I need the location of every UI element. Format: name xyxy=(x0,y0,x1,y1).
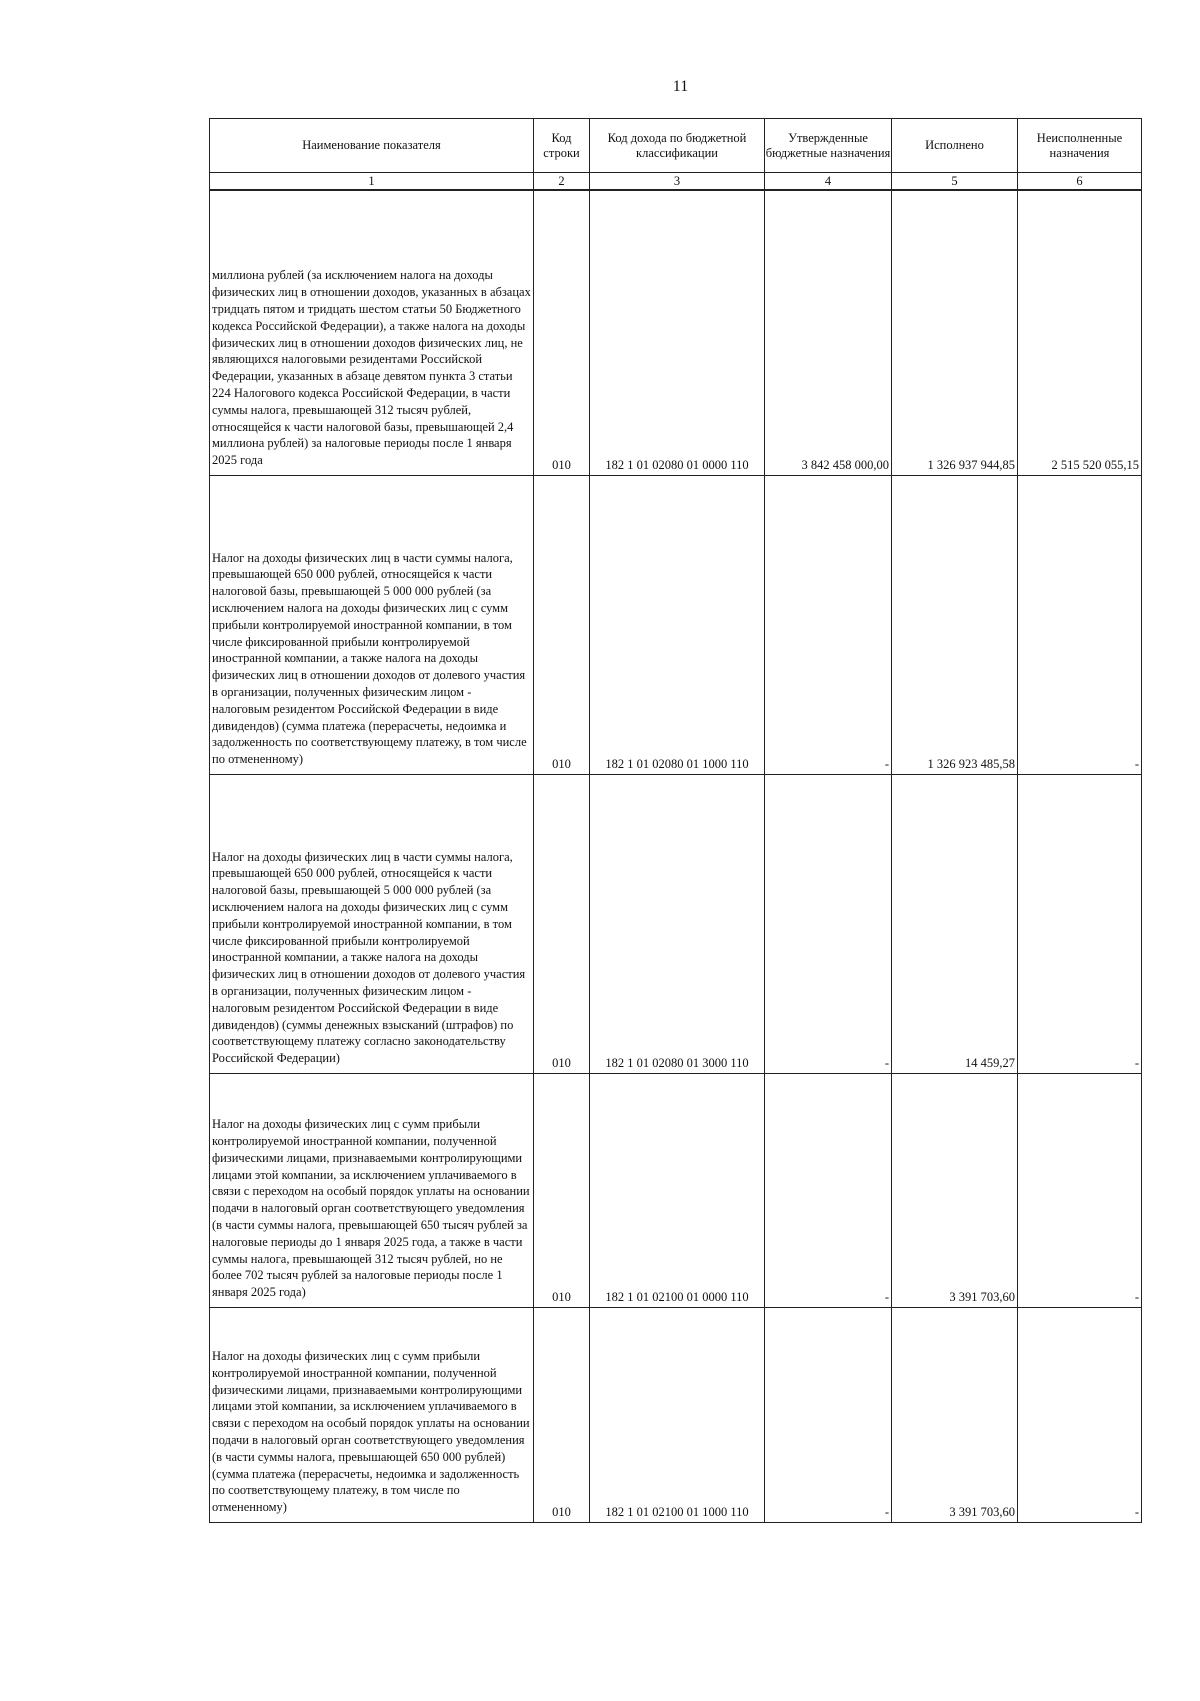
unexecuted-amount: - xyxy=(1018,775,1142,1074)
approved-amount: - xyxy=(765,476,892,775)
classification-code: 182 1 01 02080 01 3000 110 xyxy=(590,775,765,1074)
unexecuted-amount: - xyxy=(1018,476,1142,775)
line-code: 010 xyxy=(534,1308,590,1523)
header-indicator-name: Наименование показателя xyxy=(210,119,534,173)
column-number-row xyxy=(210,173,1142,191)
table-row xyxy=(210,190,1142,476)
column-number: 6 xyxy=(1018,173,1142,191)
classification-code: 182 1 01 02100 01 0000 110 xyxy=(590,1074,765,1308)
line-code: 010 xyxy=(534,190,590,476)
indicator-name: Налог на доходы физических лиц с сумм прибыли контролируемой иностранной компании, полученной физическими лицами, признаваемыми контролирующими лицами этой компании, за исключением уплачиваемого в связи с переходом на особый порядок уплаты на основании подачи в налоговый орган соответствующего уведомления (в части суммы налога, превышающей 650 тысяч рублей за налоговые периоды до 1 января 2025 года, а также в части суммы налога, превышающей 312 тысяч рублей, но не более 702 тысяч рублей за налоговые периоды после 1 января 2025 года) xyxy=(210,1074,534,1308)
page-number: 11 xyxy=(672,78,689,95)
column-number: 4 xyxy=(765,173,892,191)
header-approved: Утвержденные бюджетные назначения xyxy=(765,119,892,173)
table-row xyxy=(210,775,1142,1074)
table-row xyxy=(210,1308,1142,1523)
header-unexecuted: Неисполненные назначения xyxy=(1018,119,1142,173)
indicator-name: Налог на доходы физических лиц с сумм прибыли контролируемой иностранной компании, полученной физическими лицами, признаваемыми контролирующими лицами этой компании, за исключением уплачиваемого в связи с переходом на особый порядок уплаты на основании подачи в налоговый орган соответствующего уведомления (в части суммы налога, превышающей 650 000 рублей) (сумма платежа (перерасчеты, недоимка и задолженность по соответствующему платежу, в том числе по отмененному) xyxy=(210,1308,534,1523)
indicator-name: Налог на доходы физических лиц в части суммы налога, превышающей 650 000 рублей, относящейся к части налоговой базы, превышающей 5 000 000 рублей (за исключением налога на доходы физических лиц с сумм прибыли контролируемой иностранной компании, в том числе фиксированной прибыли контролируемой иностранной компании, а также налога на доходы физических лиц в отношении доходов от долевого участия в организации, полученных физическим лицом - налоговым резидентом Российской Федерации в виде дивидендов) (сумма платежа (перерасчеты, недоимка и задолженность по соответствующему платежу, в том числе по отмененному) xyxy=(210,476,534,775)
indicator-name: миллиона рублей (за исключением налога на доходы физических лиц в отношении доходов, указанных в абзацах тридцать пятом и тридцать шестом статьи 50 Бюджетного кодекса Российской Федерации), а также налога на доходы физических лиц в отношении доходов физических лиц, не являющихся налоговыми резидентами Российской Федерации, указанных в абзаце девятом пункта 3 статьи 224 Налогового кодекса Российской Федерации, в части суммы налога, превышающей 312 тысяч рублей, относящейся к части налоговой базы, превышающей 2,4 миллиона рублей) за налоговые периоды после 1 января 2025 года xyxy=(210,190,534,476)
approved-amount: 3 842 458 000,00 xyxy=(765,190,892,476)
line-code: 010 xyxy=(534,1074,590,1308)
header-row xyxy=(210,119,1142,173)
table-row xyxy=(210,476,1142,775)
header-executed: Исполнено xyxy=(892,119,1018,173)
unexecuted-amount: - xyxy=(1018,1308,1142,1523)
executed-amount: 3 391 703,60 xyxy=(892,1074,1018,1308)
approved-amount: - xyxy=(765,1308,892,1523)
approved-amount: - xyxy=(765,775,892,1074)
classification-code: 182 1 01 02080 01 0000 110 xyxy=(590,190,765,476)
budget-execution-table xyxy=(209,118,1142,1523)
header-classification-code: Код дохода по бюджетной классификации xyxy=(590,119,765,173)
column-number: 1 xyxy=(210,173,534,191)
approved-amount: - xyxy=(765,1074,892,1308)
executed-amount: 1 326 937 944,85 xyxy=(892,190,1018,476)
line-code: 010 xyxy=(534,775,590,1074)
unexecuted-amount: 2 515 520 055,15 xyxy=(1018,190,1142,476)
column-number: 2 xyxy=(534,173,590,191)
header-line-code: Код строки xyxy=(534,119,590,173)
executed-amount: 1 326 923 485,58 xyxy=(892,476,1018,775)
line-code: 010 xyxy=(534,476,590,775)
executed-amount: 14 459,27 xyxy=(892,775,1018,1074)
table-row xyxy=(210,1074,1142,1308)
unexecuted-amount: - xyxy=(1018,1074,1142,1308)
classification-code: 182 1 01 02100 01 1000 110 xyxy=(590,1308,765,1523)
indicator-name: Налог на доходы физических лиц в части суммы налога, превышающей 650 000 рублей, относящейся к части налоговой базы, превышающей 5 000 000 рублей (за исключением налога на доходы физических лиц с сумм прибыли контролируемой иностранной компании, в том числе фиксированной прибыли контролируемой иностранной компании, а также налога на доходы физических лиц в отношении доходов от долевого участия в организации, полученных физическим лицом - налоговым резидентом Российской Федерации в виде дивидендов) (суммы денежных взысканий (штрафов) по соответствующему платежу согласно законодательству Российской Федерации) xyxy=(210,775,534,1074)
executed-amount: 3 391 703,60 xyxy=(892,1308,1018,1523)
column-number: 3 xyxy=(590,173,765,191)
classification-code: 182 1 01 02080 01 1000 110 xyxy=(590,476,765,775)
column-number: 5 xyxy=(892,173,1018,191)
